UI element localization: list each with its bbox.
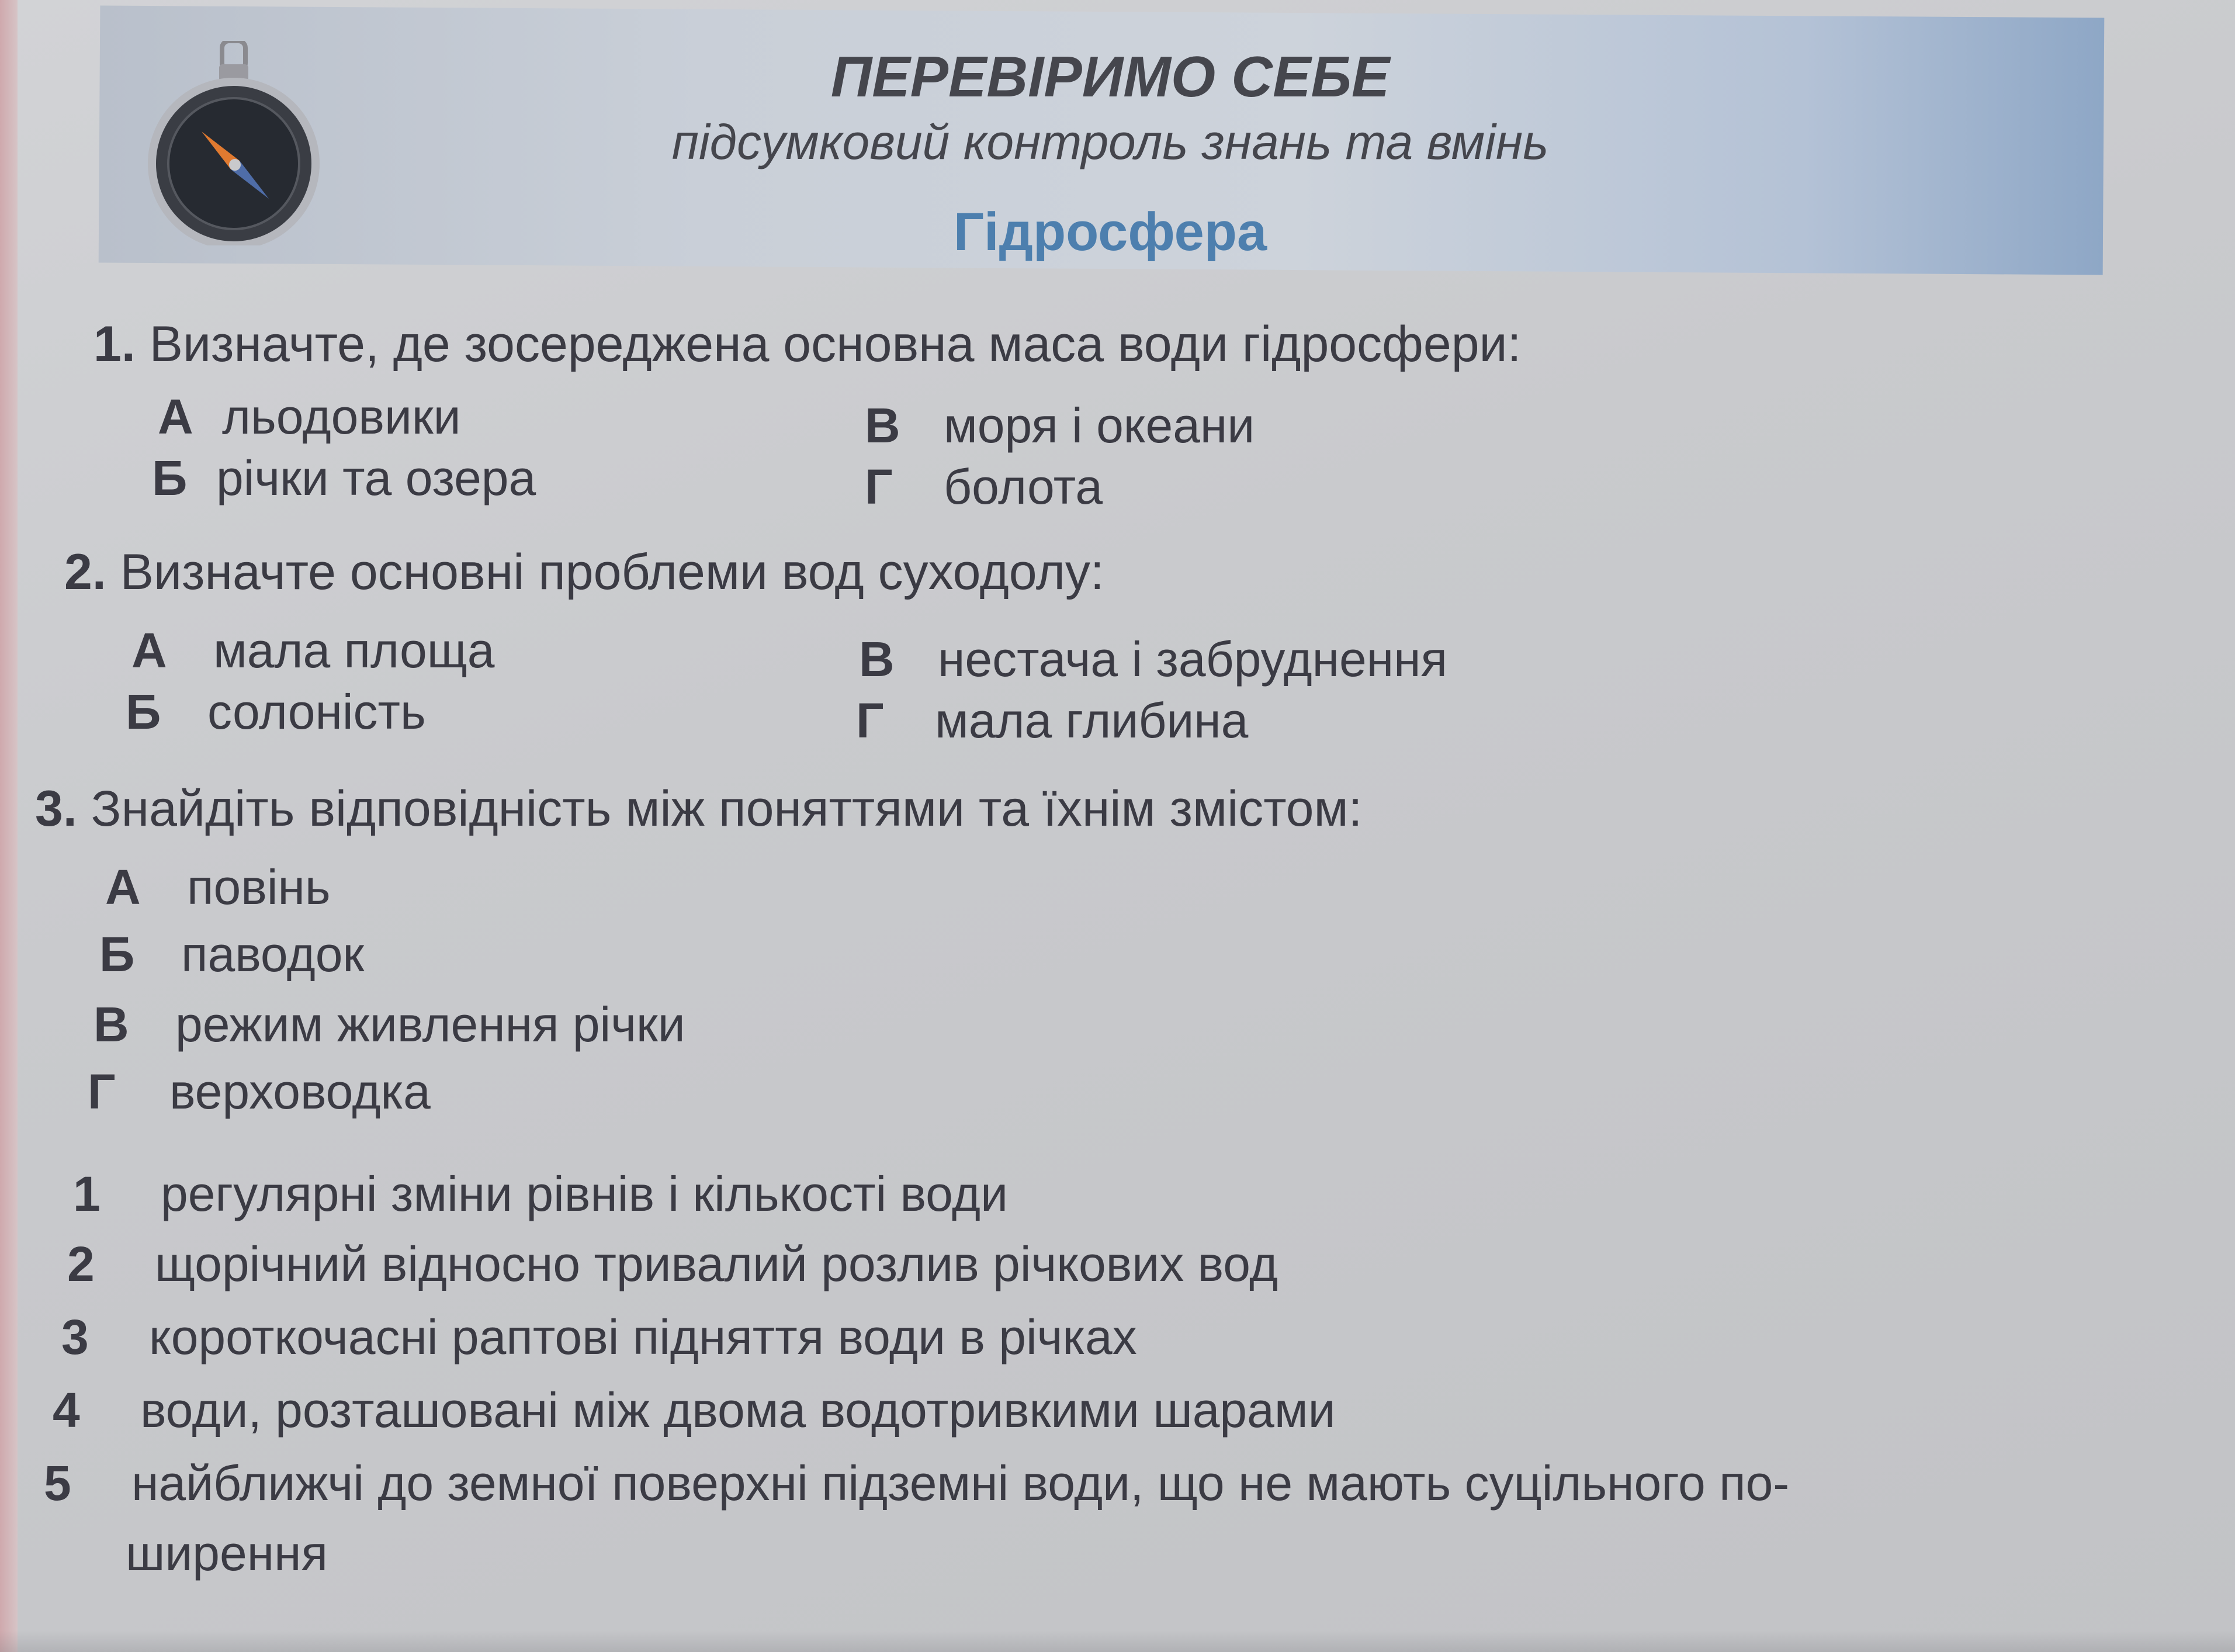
q1-option-b[interactable]: [152, 450, 536, 507]
definition-text: води, розташовані між двома водотривкими шарами: [140, 1383, 1336, 1438]
question-2-number: 2.: [64, 544, 106, 600]
q2-option-g[interactable]: [856, 692, 1248, 749]
definition-text: найближчі до земної поверхні підземні води, що не мають суцільного по-: [131, 1456, 1790, 1511]
compass-icon: [143, 41, 324, 245]
q2-option-a[interactable]: [131, 622, 495, 679]
option-letter: В: [859, 632, 895, 687]
q2-option-b[interactable]: [126, 684, 426, 740]
option-letter: Г: [865, 459, 893, 514]
q3-definition-1[interactable]: [73, 1166, 1008, 1222]
q3-concept-g[interactable]: [88, 1064, 431, 1120]
option-text: річки та озера: [216, 451, 536, 505]
option-text: болота: [944, 459, 1103, 514]
definition-number: 4: [53, 1383, 80, 1438]
option-letter: В: [865, 398, 900, 453]
page-subtitle: підсумковий контроль знань та вмінь: [671, 115, 1549, 169]
definition-text: короткочасні раптові підняття води в річках: [149, 1310, 1137, 1364]
q3-definition-2[interactable]: [67, 1236, 1278, 1293]
option-text: мала глибина: [935, 693, 1249, 748]
q3-definition-3[interactable]: [61, 1309, 1137, 1366]
concept-letter: А: [105, 860, 141, 915]
q3-concept-a[interactable]: [105, 859, 331, 916]
option-letter: Г: [856, 693, 884, 748]
option-letter: А: [158, 389, 193, 444]
concept-text: паводок: [181, 927, 365, 982]
question-1: [93, 316, 1521, 373]
q3-definition-5[interactable]: [44, 1455, 1789, 1512]
option-text: льодовики: [222, 389, 461, 444]
option-letter: А: [131, 623, 167, 678]
definition-text: щорічний відносно тривалий розлив річкових вод: [155, 1237, 1278, 1291]
option-text: мала площа: [213, 623, 495, 678]
q3-concept-v[interactable]: [93, 996, 685, 1053]
definition-text: регулярні зміни рівнів і кількості води: [161, 1166, 1008, 1221]
question-3: [35, 780, 1362, 838]
definition-number: 1: [73, 1166, 101, 1221]
option-text: моря і океани: [944, 398, 1255, 453]
topic-title: Гідросфера: [953, 202, 1267, 262]
concept-letter: Г: [88, 1064, 116, 1119]
option-letter: Б: [152, 451, 188, 505]
page-edge: [0, 0, 18, 1652]
definition-number: 2: [67, 1237, 95, 1291]
q1-option-v[interactable]: [865, 397, 1255, 454]
concept-text: повінь: [187, 860, 331, 915]
page-title: ПЕРЕВІРИМО СЕБЕ: [830, 44, 1390, 109]
question-1-number: 1.: [93, 316, 136, 372]
question-1-text: Визначте, де зосереджена основна маса води гідросфери:: [149, 316, 1522, 372]
question-3-text: Знайдіть відповідність між поняттями та їхнім змістом:: [91, 781, 1363, 837]
next-page-shadow: [0, 1630, 2235, 1652]
concept-letter: В: [93, 997, 129, 1052]
question-2-text: Визначте основні проблеми вод суходолу:: [120, 544, 1104, 600]
concept-text: режим живлення річки: [175, 997, 685, 1052]
q1-option-g[interactable]: [865, 459, 1103, 515]
question-3-number: 3.: [35, 781, 77, 837]
option-text: нестача і забруднення: [938, 632, 1448, 687]
q1-option-a[interactable]: [158, 389, 461, 445]
definition-number: 3: [61, 1310, 89, 1364]
q3-definition-5-continuation: ширення: [126, 1526, 328, 1581]
concept-text: верховодка: [169, 1064, 431, 1119]
definition-number: 5: [44, 1456, 71, 1511]
question-2: [64, 543, 1104, 601]
q3-definition-4[interactable]: [53, 1382, 1336, 1439]
concept-letter: Б: [99, 927, 135, 982]
q2-option-v[interactable]: [859, 631, 1447, 688]
q3-concept-b[interactable]: [99, 926, 364, 983]
option-text: солоність: [207, 684, 426, 739]
option-letter: Б: [126, 684, 161, 739]
